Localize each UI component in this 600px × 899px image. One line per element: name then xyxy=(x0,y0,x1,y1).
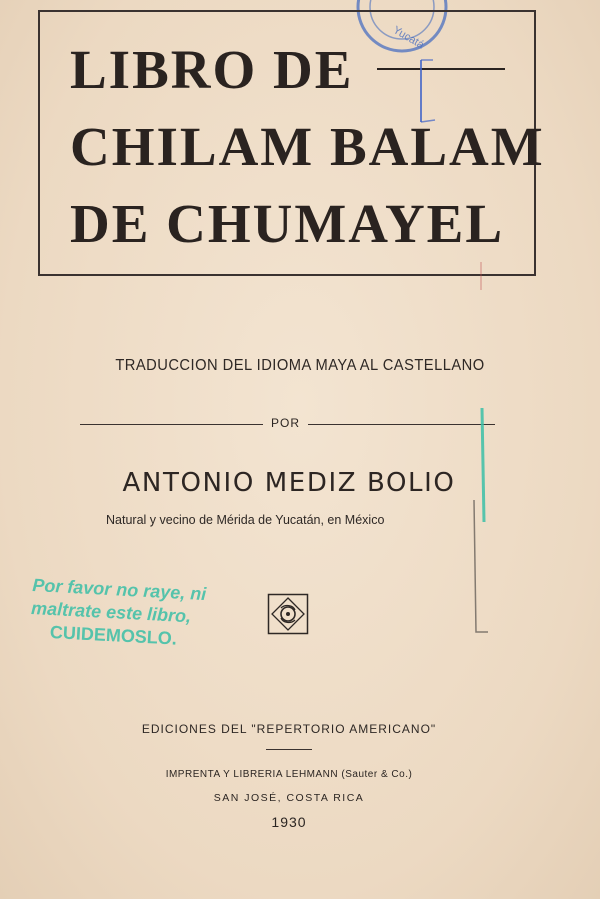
author-note: Natural y vecino de Mérida de Yucatán, en México xyxy=(106,513,385,527)
stamp-line-1: Por favor no raye, ni xyxy=(31,574,207,605)
title-line-1: LIBRO DE xyxy=(70,39,354,100)
library-notice-stamp xyxy=(29,574,206,652)
title-line-3: DE CHUMAYEL xyxy=(70,193,505,254)
por-label: POR xyxy=(270,416,300,430)
por-rule-right xyxy=(308,424,495,425)
stamp-line-3: CUIDEMOSLO. xyxy=(49,621,178,649)
printer-line: IMPRENTA Y LIBRERIA LEHMANN (Sauter & Co.) xyxy=(165,769,413,780)
printer-ornament-icon xyxy=(267,593,309,635)
title-frame xyxy=(38,10,545,276)
seal-text: Yucatá xyxy=(390,24,426,52)
por-rule-left xyxy=(80,424,263,425)
title-dash-rule xyxy=(377,68,505,70)
publisher-rule xyxy=(266,749,312,750)
subtitle: TRADUCCION DEL IDIOMA MAYA AL CASTELLANO xyxy=(115,357,485,374)
author-name: ANTONIO MEDIZ BOLIO xyxy=(122,468,456,498)
title-line-2: CHILAM BALAM xyxy=(70,116,545,177)
city-line: SAN JOSÉ, COSTA RICA xyxy=(213,792,365,804)
publication-year: 1930 xyxy=(271,814,307,830)
stamp-line-2: maltrate este libro, xyxy=(30,597,192,627)
publisher-line: EDICIONES DEL "REPERTORIO AMERICANO" xyxy=(141,722,437,736)
por-divider xyxy=(80,414,495,434)
